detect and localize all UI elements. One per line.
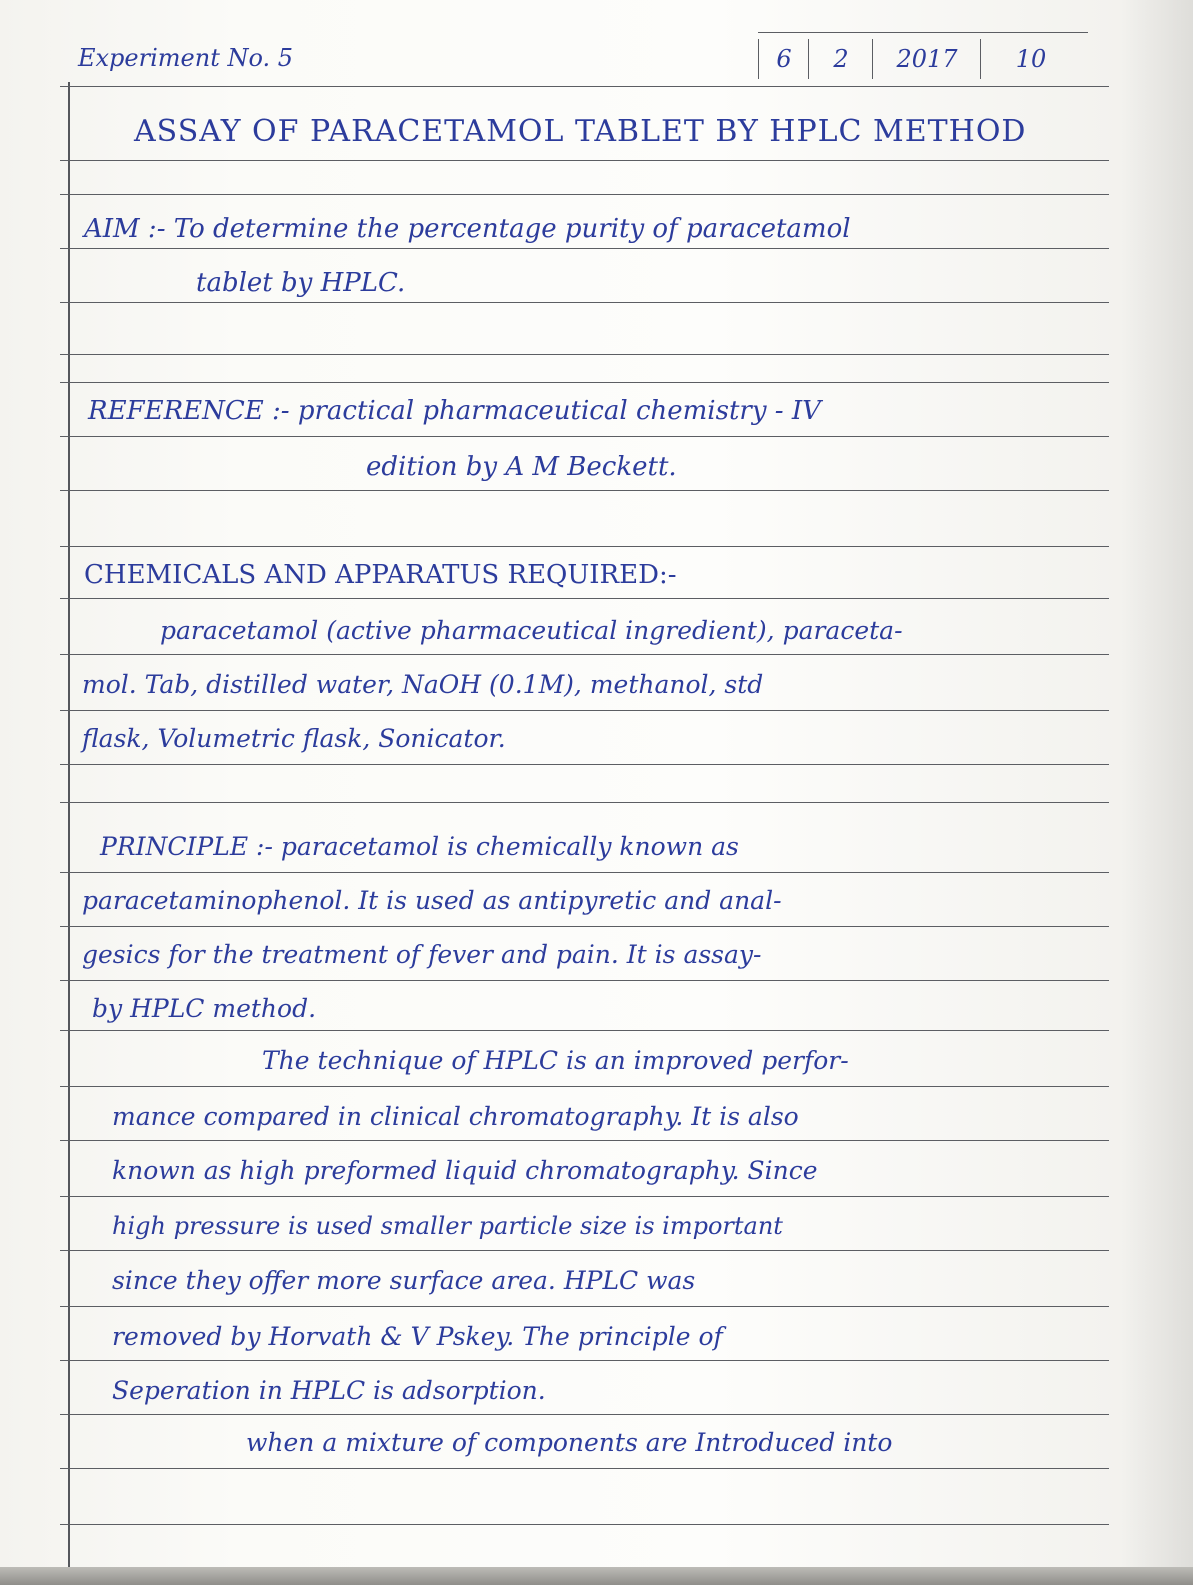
page-number: 10 — [980, 39, 1081, 79]
principle-line-11: Seperation in HPLC is adsorption. — [112, 1376, 546, 1405]
principle-line-3: gesics for the treatment of fever and pain. It is assay- — [82, 940, 762, 969]
aim-line-1: AIM :- To determine the percentage purity of paracetamol — [84, 214, 851, 244]
ruled-line — [60, 382, 1109, 383]
ruled-line — [60, 980, 1109, 981]
date-year: 2017 — [872, 39, 981, 79]
date-box — [758, 32, 1088, 83]
ruled-line — [60, 802, 1109, 803]
page-edge-shadow — [1120, 0, 1193, 1585]
ruled-line — [60, 194, 1109, 195]
chemicals-line-3: flask, Volumetric flask, Sonicator. — [82, 724, 506, 753]
ruled-line — [60, 546, 1109, 547]
ruled-line — [60, 160, 1109, 161]
ruled-line — [60, 764, 1109, 765]
ruled-line — [60, 1030, 1109, 1031]
ruled-line — [60, 490, 1109, 491]
ruled-line — [60, 1196, 1109, 1197]
ruled-line — [60, 1306, 1109, 1307]
principle-line-2: paracetaminophenol. It is used as antipyretic and anal- — [82, 886, 782, 915]
date-month: 2 — [808, 39, 873, 79]
principle-line-10: removed by Horvath & V Pskey. The principle of — [112, 1322, 723, 1351]
principle-line-1: PRINCIPLE :- paracetamol is chemically known as — [100, 832, 739, 861]
ruled-line — [60, 598, 1109, 599]
principle-line-9: since they offer more surface area. HPLC was — [112, 1266, 696, 1295]
ruled-line — [60, 436, 1109, 437]
principle-line-4: by HPLC method. — [92, 994, 317, 1023]
ruled-line — [60, 1140, 1109, 1141]
ruled-line — [60, 1414, 1109, 1415]
ruled-line — [60, 1086, 1109, 1087]
ruled-line — [60, 248, 1109, 249]
ruled-line — [60, 1250, 1109, 1251]
ruled-line — [60, 710, 1109, 711]
ruled-line — [60, 86, 1109, 87]
chemicals-line-1: paracetamol (active pharmaceutical ingredient), paraceta- — [160, 616, 903, 645]
page-title: ASSAY OF PARACETAMOL TABLET BY HPLC METHOD — [134, 114, 1027, 149]
principle-line-6: mance compared in clinical chromatography. It is also — [112, 1102, 799, 1131]
aim-line-2: tablet by HPLC. — [196, 268, 406, 298]
date-day: 6 — [758, 39, 809, 79]
ruled-line — [60, 354, 1109, 355]
ruled-line — [60, 654, 1109, 655]
experiment-number: Experiment No. 5 — [78, 44, 294, 72]
principle-line-7: known as high preformed liquid chromatography. Since — [112, 1156, 818, 1185]
ruled-line — [60, 1524, 1109, 1525]
principle-line-8: high pressure is used smaller particle size is important — [112, 1212, 783, 1240]
principle-line-5: The technique of HPLC is an improved perfor- — [262, 1046, 849, 1075]
ruled-line — [60, 1468, 1109, 1469]
notebook-binding — [0, 1567, 1193, 1585]
principle-line-12: when a mixture of components are Introduced into — [246, 1428, 893, 1457]
reference-line-1: REFERENCE :- practical pharmaceutical chemistry - IV — [88, 396, 821, 426]
ruled-line — [60, 872, 1109, 873]
chemicals-heading: CHEMICALS AND APPARATUS REQUIRED:- — [84, 560, 677, 590]
ruled-line — [60, 302, 1109, 303]
reference-line-2: edition by A M Beckett. — [366, 452, 677, 482]
ruled-line — [60, 926, 1109, 927]
chemicals-line-2: mol. Tab, distilled water, NaOH (0.1M), methanol, std — [82, 670, 764, 699]
ruled-line — [60, 1360, 1109, 1361]
